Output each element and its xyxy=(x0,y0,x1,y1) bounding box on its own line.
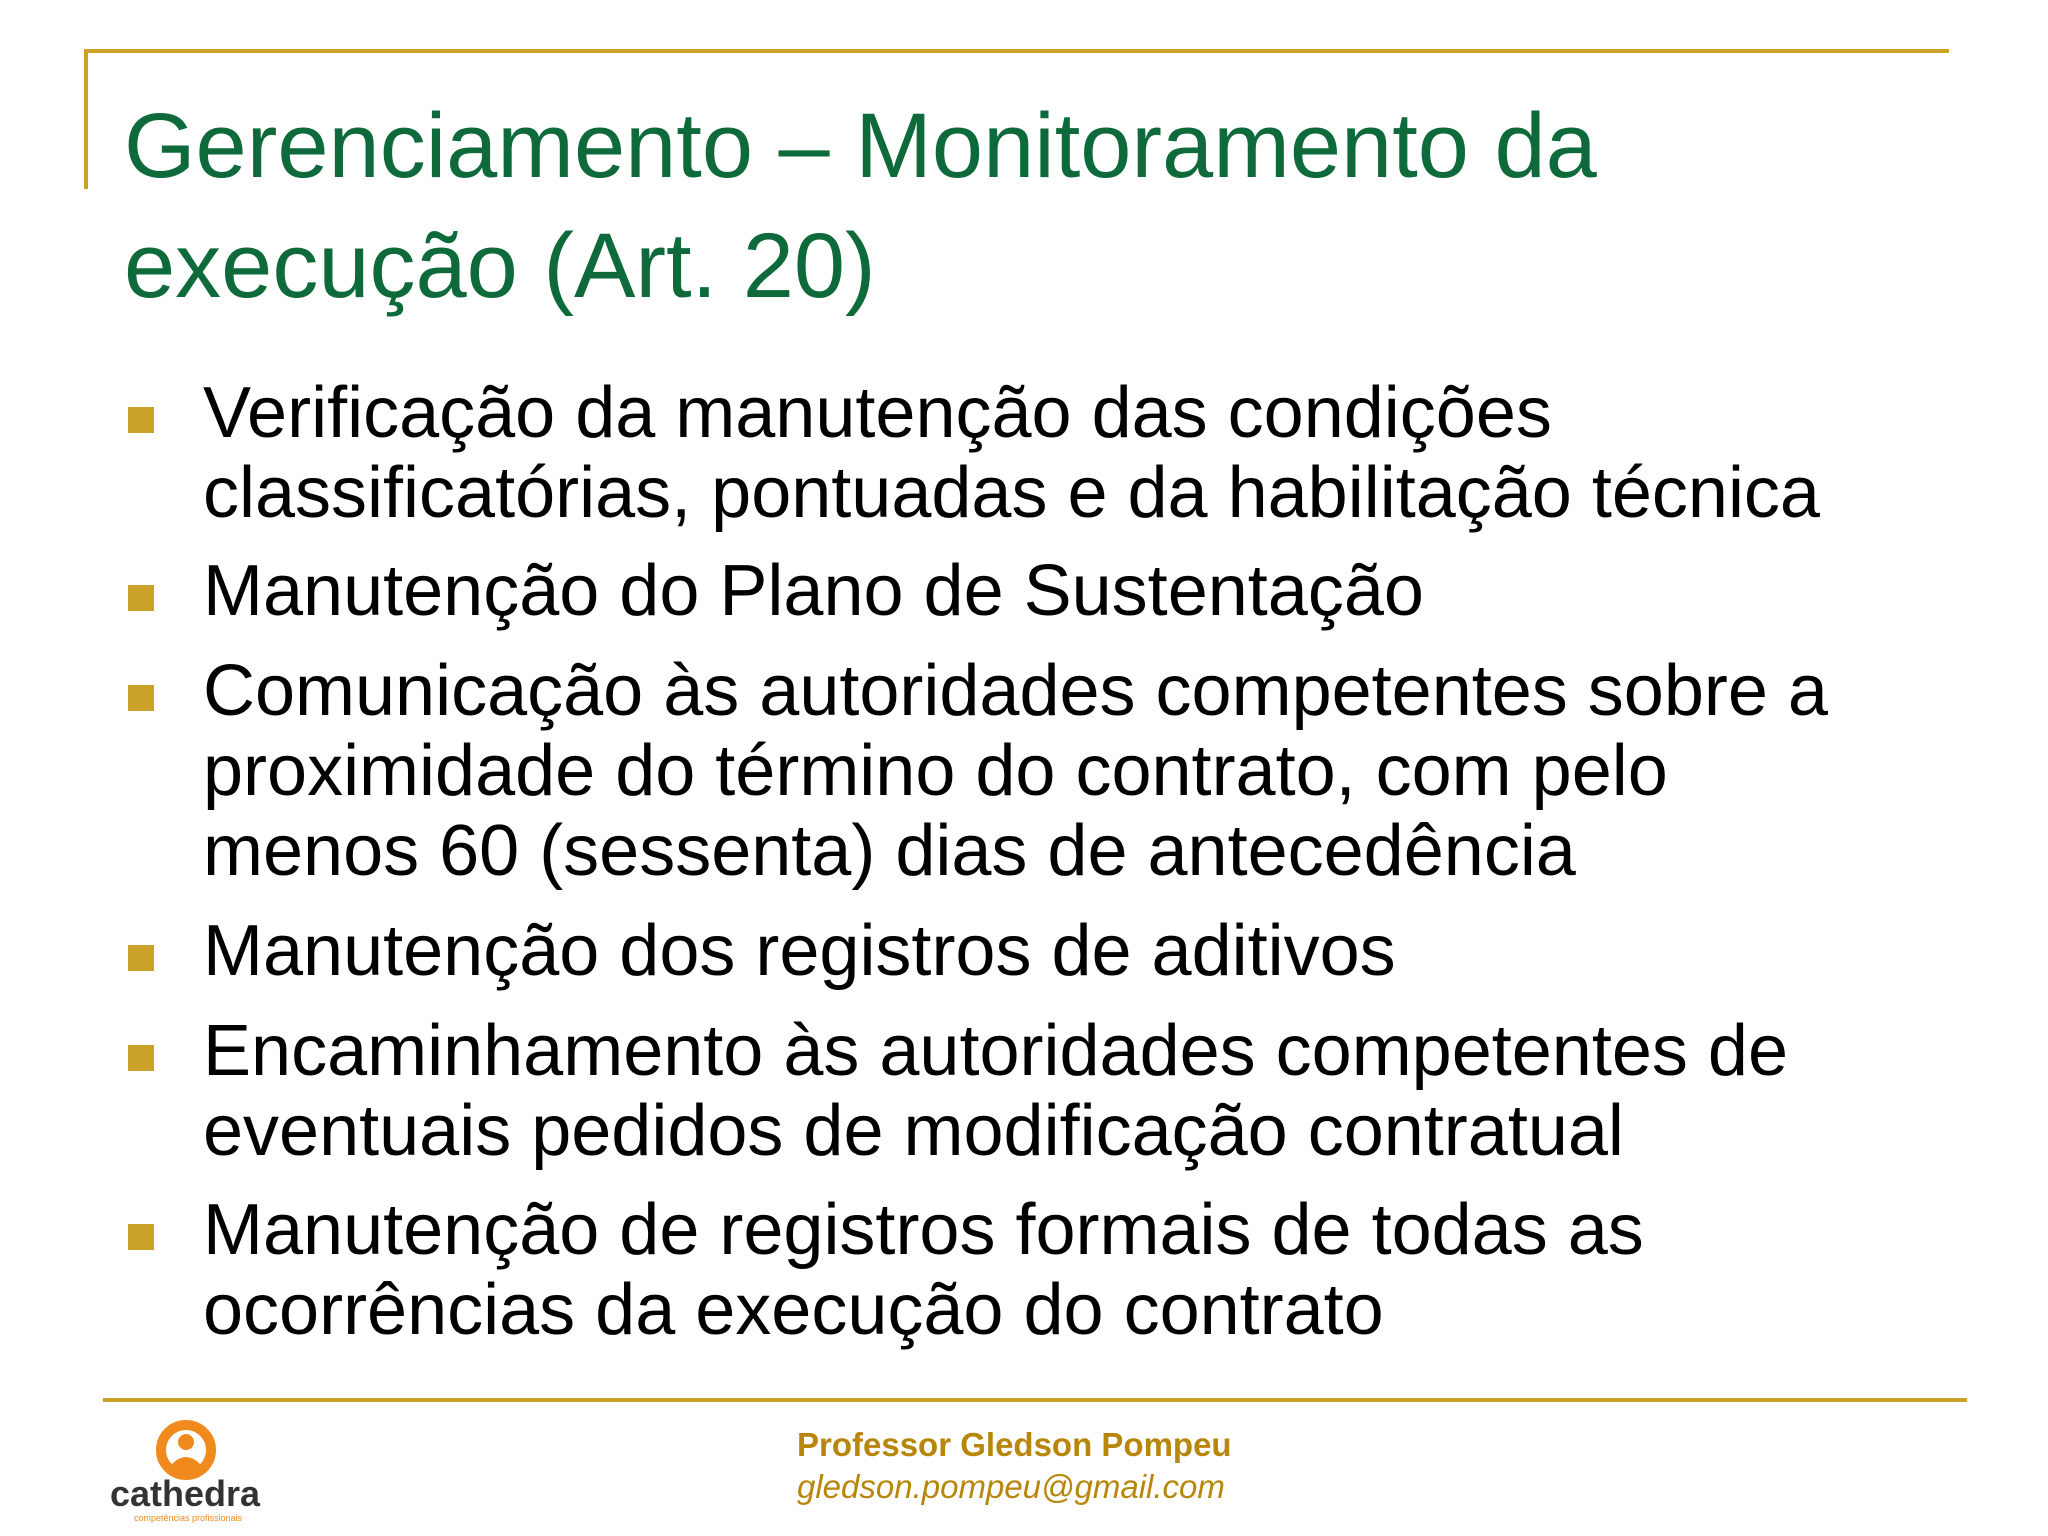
bullet-text xyxy=(203,1190,1983,1350)
bullet-text xyxy=(203,651,1983,891)
title-line: Gerenciamento – Monitoramento da xyxy=(124,95,1597,197)
bullet-square-icon xyxy=(128,1224,154,1250)
title-line: execução (Art. 20) xyxy=(124,215,876,317)
bottom-rule xyxy=(103,1398,1967,1402)
logo-head-icon xyxy=(178,1434,194,1450)
bullet-text xyxy=(203,373,1983,533)
footer-email: gledson.pompeu@gmail.com xyxy=(797,1468,1225,1505)
bullet-line: ocorrências da execução do contrato xyxy=(203,1270,1384,1350)
bullet-square-icon xyxy=(128,685,154,711)
bullet-line: Verificação da manutenção das condições xyxy=(203,373,1552,453)
logo-wordmark: cathedra xyxy=(110,1473,261,1514)
bullet-line: Manutenção de registros formais de todas as xyxy=(203,1190,1644,1270)
footer-author: Professor Gledson Pompeu xyxy=(797,1426,1232,1463)
bullet-line: classificatórias, pontuadas e da habilitação técnica xyxy=(203,453,1820,533)
bullet-square-icon xyxy=(128,407,154,433)
bullet-square-icon xyxy=(128,945,154,971)
bullet-line: menos 60 (sessenta) dias de antecedência xyxy=(203,811,1576,891)
bullet-line: proximidade do término do contrato, com pelo xyxy=(203,731,1668,811)
logo-tagline: competências profissionais xyxy=(134,1513,243,1523)
bullet-line: Encaminhamento às autoridades competentes de xyxy=(203,1011,1788,1091)
bullet-square-icon xyxy=(128,585,154,611)
logo-body-icon xyxy=(172,1457,200,1470)
bullet-square-icon xyxy=(128,1045,154,1071)
bullet-line: Comunicação às autoridades competentes sobre a xyxy=(203,651,1828,731)
bullet-line: eventuais pedidos de modificação contratual xyxy=(203,1091,1624,1171)
bullet-text xyxy=(203,911,1983,991)
bullet-line: Manutenção do Plano de Sustentação xyxy=(203,551,1424,631)
bullet-line: Manutenção dos registros de aditivos xyxy=(203,911,1396,991)
cathedra-logo xyxy=(108,1414,278,1526)
bullet-text xyxy=(203,1011,1983,1171)
bullet-text xyxy=(203,551,1983,631)
